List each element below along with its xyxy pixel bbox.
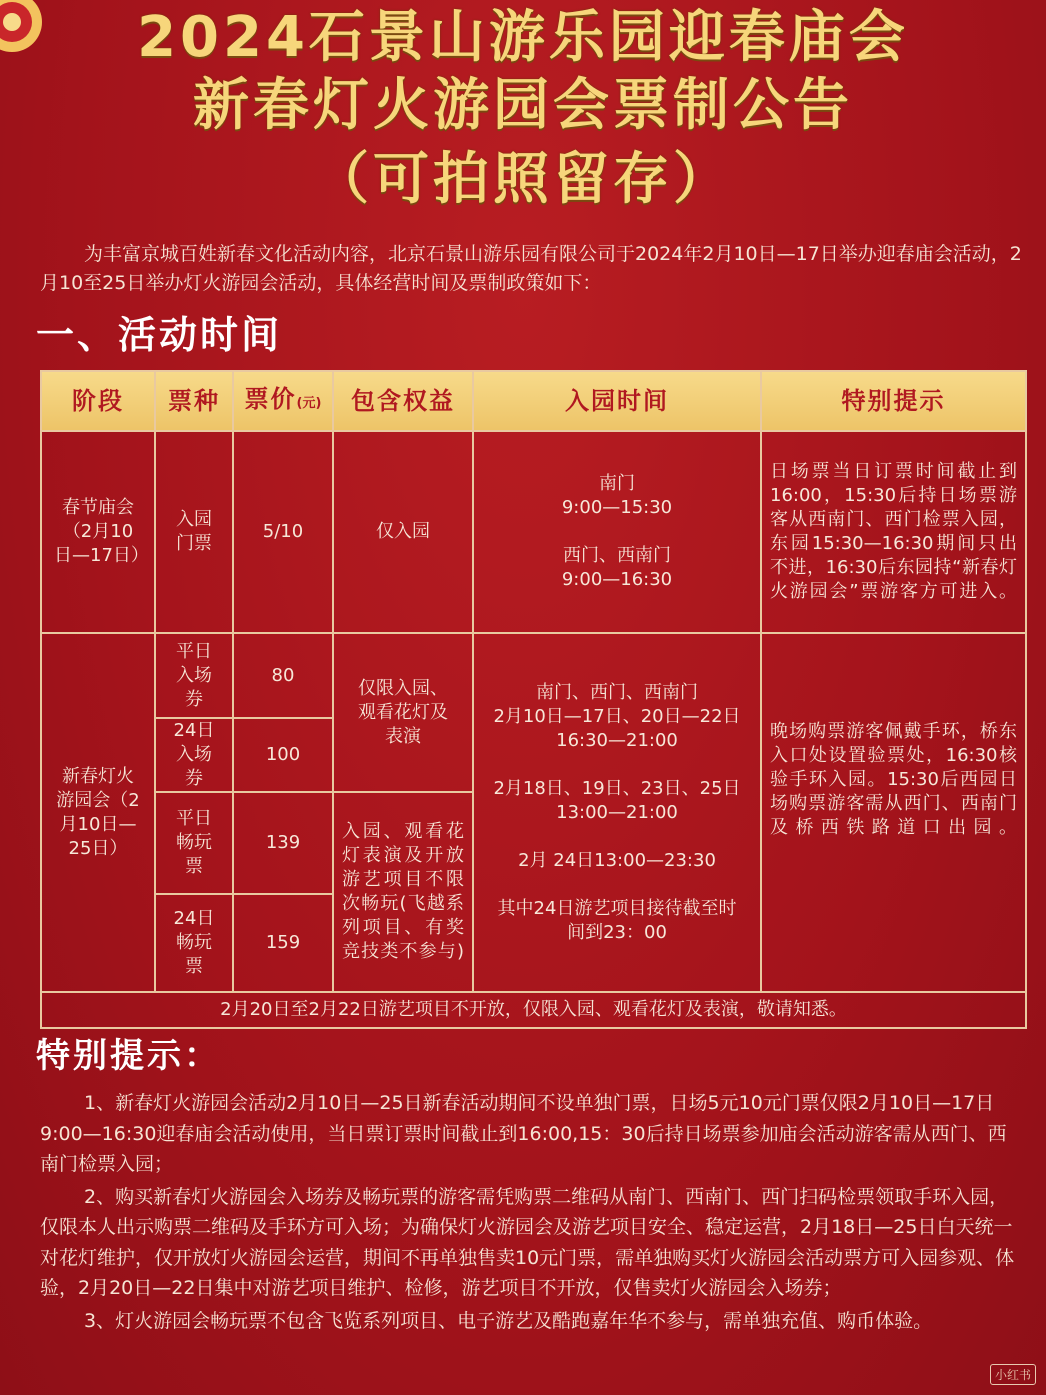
temple-fair-entry-line: 9:00—16:30 (561, 569, 673, 590)
ticket-table (40, 370, 1027, 1029)
lantern-price: 159 (233, 894, 333, 992)
temple-fair-ticket: 入园门票 (176, 509, 212, 554)
temple-fair-entry-line: 南门 (599, 473, 635, 494)
lantern-entry-line: 13:00—21:00 (556, 801, 678, 823)
temple-fair-entry-line: 9:00—15:30 (561, 497, 673, 518)
notice-list (40, 1088, 1025, 1338)
lantern-ticket-cell (155, 718, 233, 792)
notice-item: 3、灯火游园会畅玩票不包含飞览系列项目、电子游艺及酷跑嘉年华不参与，需单独充值、购币体验。 (84, 1309, 933, 1332)
lantern-benefit-entry: 仅限入园、观看花灯及表演 (358, 677, 448, 747)
temple-fair-stage-cell (41, 431, 155, 633)
header-stage: 阶段 (41, 371, 155, 431)
lantern-entry-line: 其中24日游艺项目接待截至时间到23：00 (497, 897, 737, 943)
temple-fair-notice-cell (761, 431, 1026, 633)
lantern-benefit-play: 入园、观看花灯表演及开放游艺项目不限次畅玩(飞越系列项目、有奖竞技类不参与) (342, 821, 464, 962)
lantern-notice: 晚场购票游客佩戴手环，桥东入口处设置验票处，16:30核验手环入园。15:30后西园日场购票游客需从西门、西南门及桥西铁路道口出园。 (770, 721, 1017, 838)
lantern-stage: 新春灯火游园会（2月10日—25日） (56, 765, 140, 859)
lantern-entry-cell (473, 633, 761, 992)
section-heading-schedule: 一、活动时间 (36, 313, 283, 357)
table-row (41, 431, 1026, 633)
temple-fair-entry-line: 西门、西南门 (563, 545, 671, 566)
header-price-label: 票价 (244, 384, 297, 413)
temple-fair-ticket-cell (155, 431, 233, 633)
table-header-row (41, 371, 1026, 431)
lantern-price: 139 (233, 792, 333, 894)
title-line-3: （可拍照留存） (313, 147, 733, 212)
notice-item: 1、新春灯火游园会活动2月10日—25日新春活动期间不设单独门票，日场5元10元门票仅限2月10日—17日9:00—16:30迎春庙会活动使用，当日票订票时间截止到16:00,15：30后持日场票参加庙会活动游客需从西门、西南门检票入园； (40, 1092, 1007, 1175)
lantern-price: 100 (233, 718, 333, 792)
lantern-ticket-cell (155, 633, 233, 718)
watermark: 小红书 (990, 1364, 1036, 1385)
lantern-benefit-play-cell (333, 792, 473, 992)
temple-fair-benefit: 仅入园 (333, 431, 473, 633)
lantern-ticket: 平日入场券 (176, 640, 212, 710)
temple-fair-price: 5/10 (233, 431, 333, 633)
intro-text: 为丰富京城百姓新春文化活动内容，北京石景山游乐园有限公司于2024年2月10日—17日举办迎春庙会活动，2月10至25日举办灯火游园会活动，具体经营时间及票制政策如下： (40, 243, 1022, 294)
lantern-entry-line: 2月18日、19日、23日、25日 (493, 777, 741, 799)
header-entry-time: 入园时间 (473, 371, 761, 431)
lantern-ticket-cell (155, 792, 233, 894)
lantern-ticket-cell (155, 894, 233, 992)
header-notice: 特别提示 (761, 371, 1026, 431)
lantern-entry-line: 2月 24日13:00—23:30 (518, 849, 716, 871)
header-price (233, 371, 333, 431)
lantern-entry-line: 南门、西门、西南门 (536, 681, 698, 703)
intro-paragraph (40, 240, 1030, 298)
table-footnote: 2月20日至2月22日游艺项目不开放，仅限入园、观看花灯及表演，敬请知悉。 (41, 992, 1026, 1028)
lantern-benefit-entry-cell (333, 633, 473, 792)
table-row (41, 633, 1026, 718)
temple-fair-entry-cell (473, 431, 761, 633)
lantern-ticket: 24日入场券 (173, 720, 215, 789)
header-price-unit: (元) (296, 395, 322, 411)
lantern-entry-line: 2月10日—17日、20日—22日 (493, 705, 741, 727)
temple-fair-notice: 日场票当日订票时间截止到16:00，15:30后持日场票游客从西南门、西门检票入园，东园15:30—16:30期间只出不进，16:30后东园持“新春灯火游园会”票游客方可进入。 (770, 461, 1017, 602)
lantern-entry-line: 16:30—21:00 (556, 729, 678, 751)
lantern-price: 80 (233, 633, 333, 718)
lantern-ticket: 24日畅玩票 (173, 908, 215, 977)
lantern-stage-cell (41, 633, 155, 992)
header-ticket-type: 票种 (155, 371, 233, 431)
lantern-notice-cell (761, 633, 1026, 992)
title-line-2: 新春灯火游园会票制公告 (193, 73, 853, 138)
notice-item: 2、购买新春灯火游园会入场券及畅玩票的游客需凭购票二维码从南门、西南门、西门扫码检票领取手环入园，仅限本人出示购票二维码及手环方可入场；为确保灯火游园会及游艺项目安全、稳定运营，2月18日—25日白天统一对花灯维护，仅开放灯火游园会运营，期间不再单独售卖10元门票，需单独购买灯火游园会活动票方可入园参观、体验，2月20日—22日集中对游艺项目维护、检修，游艺项目不开放，仅售卖灯火游园会入场券； (40, 1185, 1015, 1299)
header-benefits: 包含权益 (333, 371, 473, 431)
section-heading-notice: 特别提示： (36, 1036, 221, 1076)
temple-fair-stage: 春节庙会（2月10日—17日） (54, 497, 149, 566)
table-footnote-row (41, 992, 1026, 1028)
title-line-1: 2024石景山游乐园迎春庙会 (137, 5, 909, 70)
lantern-ticket: 平日畅玩票 (176, 808, 212, 877)
